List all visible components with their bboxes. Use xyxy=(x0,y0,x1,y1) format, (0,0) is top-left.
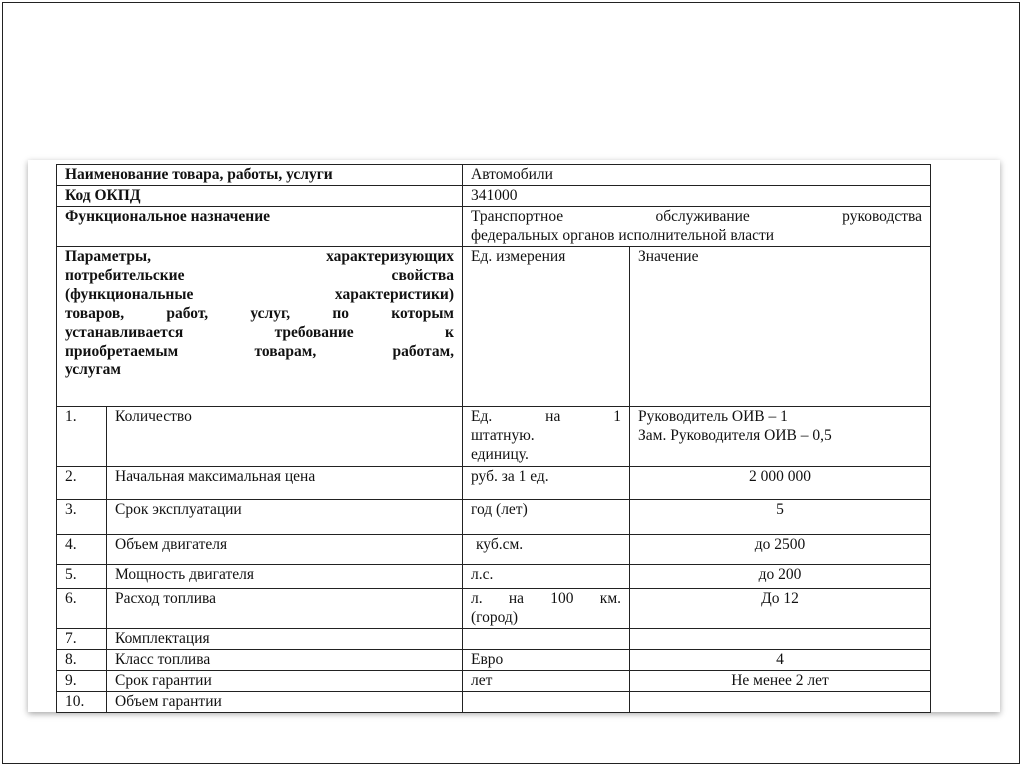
row-number: 5. xyxy=(57,565,107,589)
params-label-line: потребительские свойства xyxy=(65,266,454,284)
row-number: 2. xyxy=(57,467,107,500)
row-unit-rest: (город) xyxy=(471,608,518,626)
table-row xyxy=(57,407,931,467)
row-unit xyxy=(463,692,630,713)
row-number: 10. xyxy=(57,692,107,713)
row-number: 8. xyxy=(57,650,107,671)
row-parameter: Мощность двигателя xyxy=(107,565,463,589)
row-value: До 12 xyxy=(630,589,931,629)
params-label-line: устанавливается требование к xyxy=(65,323,454,341)
header-row-purpose xyxy=(57,207,931,247)
table-row xyxy=(57,535,931,565)
row-unit: куб.см. xyxy=(463,535,630,565)
purpose-label: Функциональное назначение xyxy=(57,207,463,247)
row-parameter: Начальная максимальная цена xyxy=(107,467,463,500)
name-label: Наименование товара, работы, услуги xyxy=(57,165,463,186)
params-label-line: (функциональные характеристики) xyxy=(65,285,454,303)
params-header-row xyxy=(57,247,931,407)
params-label xyxy=(57,247,463,407)
table-row xyxy=(57,565,931,589)
row-unit-line: Ед. на 1 xyxy=(471,408,621,425)
row-number: 3. xyxy=(57,500,107,535)
table-row xyxy=(57,650,931,671)
specification-table xyxy=(56,164,931,713)
row-number: 1. xyxy=(57,407,107,467)
row-parameter: Количество xyxy=(107,407,463,467)
header-row-name xyxy=(57,165,931,186)
row-parameter: Срок гарантии xyxy=(107,671,463,692)
row-value: 2 000 000 xyxy=(630,467,931,500)
purpose-value xyxy=(463,207,931,247)
row-number: 6. xyxy=(57,589,107,629)
params-label-line: Параметры, характеризующих xyxy=(65,248,454,265)
row-value xyxy=(630,692,931,713)
header-row-okpd xyxy=(57,186,931,207)
row-unit: руб. за 1 ед. xyxy=(463,467,630,500)
row-unit: л.с. xyxy=(463,565,630,589)
row-unit-line: л. на 100 км. xyxy=(471,590,621,607)
purpose-value-line2: федеральных органов исполнительной власти xyxy=(471,226,775,244)
table-row xyxy=(57,629,931,650)
row-value: 5 xyxy=(630,500,931,535)
row-parameter: Расход топлива xyxy=(107,589,463,629)
params-label-line: приобретаемым товарам, работам, xyxy=(65,342,454,360)
table-row xyxy=(57,467,931,500)
table-row xyxy=(57,589,931,629)
row-value: Руководитель ОИВ – 1 Зам. Руководителя ОИВ – 0,5 xyxy=(630,407,931,467)
table-row xyxy=(57,671,931,692)
row-value: до 200 xyxy=(630,565,931,589)
row-parameter: Срок эксплуатации xyxy=(107,500,463,535)
row-unit: Евро xyxy=(463,650,630,671)
row-value: 4 xyxy=(630,650,931,671)
okpd-label: Код ОКПД xyxy=(57,186,463,207)
row-number: 7. xyxy=(57,629,107,650)
row-number: 4. xyxy=(57,535,107,565)
row-parameter: Объем двигателя xyxy=(107,535,463,565)
value-column-header: Значение xyxy=(630,247,931,407)
row-parameter: Комплектация xyxy=(107,629,463,650)
row-unit xyxy=(463,407,630,467)
row-unit xyxy=(463,629,630,650)
params-label-line: услугам xyxy=(65,361,121,379)
name-value: Автомобили xyxy=(463,165,931,186)
row-unit: год (лет) xyxy=(463,500,630,535)
row-unit-rest: штатную. единицу. xyxy=(471,426,535,463)
row-value: до 2500 xyxy=(630,535,931,565)
purpose-value-line1: Транспортное обслуживание руководства xyxy=(471,208,923,225)
okpd-value: 341000 xyxy=(463,186,931,207)
row-unit: лет xyxy=(463,671,630,692)
row-unit xyxy=(463,589,630,629)
unit-column-header: Ед. измерения xyxy=(463,247,630,407)
row-value: Не менее 2 лет xyxy=(630,671,931,692)
table-row xyxy=(57,500,931,535)
row-number: 9. xyxy=(57,671,107,692)
row-parameter: Класс топлива xyxy=(107,650,463,671)
row-parameter: Объем гарантии xyxy=(107,692,463,713)
row-value xyxy=(630,629,931,650)
table-row xyxy=(57,692,931,713)
params-label-line: товаров, работ, услуг, по которым xyxy=(65,304,454,322)
